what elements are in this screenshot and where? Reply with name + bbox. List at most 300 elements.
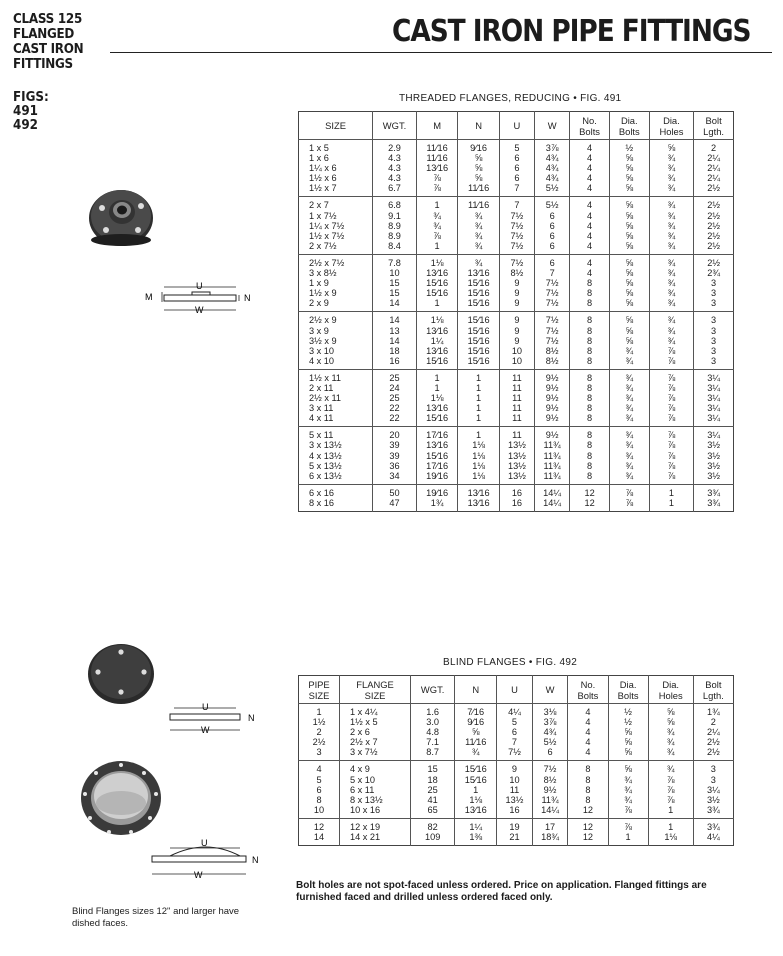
table-cell: ¾ — [416, 211, 457, 221]
table-cell: 2¼ — [694, 153, 734, 163]
table-cell: 15⁄16 — [455, 775, 497, 785]
table-cell: 11¾ — [535, 440, 570, 450]
table-cell: 9.1 — [373, 211, 417, 221]
table-cell: 13½ — [499, 471, 534, 485]
column-header-text: W — [547, 120, 557, 131]
row-group — [299, 254, 734, 311]
table-cell: 36 — [373, 461, 417, 471]
column-header-text: WGT. — [420, 684, 445, 695]
table-cell: 7½ — [532, 761, 568, 775]
table-cell: ½ — [608, 704, 648, 718]
table-cell: 1 — [648, 818, 693, 832]
table-row — [299, 451, 734, 461]
table-cell: ⅞ — [608, 818, 648, 832]
table-cell: 109 — [411, 832, 455, 846]
table-cell: 41 — [411, 795, 455, 805]
table-cell: 15⁄16 — [458, 346, 499, 356]
table-cell: 9½ — [535, 403, 570, 413]
table-cell: 3¼ — [694, 413, 734, 427]
column-header — [455, 676, 497, 704]
table-cell: 2 x 6 — [340, 727, 411, 737]
table492-caption: BLIND FLANGES • FIG. 492 — [443, 657, 578, 668]
table-cell: ½ — [609, 140, 649, 154]
table-cell: 2¼ — [694, 173, 734, 183]
table-cell: 11¾ — [532, 795, 568, 805]
table-cell: 19⁄16 — [416, 484, 457, 498]
table-cell: 2½ — [312, 737, 326, 748]
table-cell: 14¼ — [535, 484, 570, 498]
table-cell: 4.3 — [373, 163, 417, 173]
table-cell: 1 — [416, 241, 457, 255]
table-cell: 3⅞ — [535, 140, 570, 154]
table-cell: 3¾ — [693, 818, 733, 832]
column-header — [458, 112, 499, 140]
table-cell: 2½ — [693, 737, 733, 747]
table-cell: 9 — [499, 336, 534, 346]
dim-u-label-dished: U — [201, 838, 208, 848]
table-cell: 8 — [570, 312, 610, 326]
table-cell: 8 x 16 — [309, 497, 335, 508]
table-cell: 1 — [416, 383, 457, 393]
table-cell: 11⁄16 — [416, 140, 457, 154]
table-cell: ⅝ — [609, 268, 649, 278]
table-cell: 2½ — [694, 183, 734, 197]
column-header — [570, 112, 610, 140]
table-cell: ⅝ — [609, 173, 649, 183]
table-cell: 4 x 11 — [309, 413, 334, 424]
table-cell: 65 — [411, 805, 455, 819]
table-cell: 4 — [568, 737, 608, 747]
table-cell: 5 x 11 — [309, 430, 334, 441]
table-cell: 11 — [499, 393, 534, 403]
table-row — [299, 369, 734, 383]
column-header — [649, 112, 694, 140]
table-cell: 3½ — [693, 795, 733, 805]
table-row — [299, 326, 734, 336]
table-cell: 18 — [411, 775, 455, 785]
column-header — [299, 676, 340, 704]
table-cell: 1 — [458, 393, 499, 403]
table-cell: 4¼ — [693, 832, 733, 846]
table-cell: ⅝ — [609, 288, 649, 298]
table-cell: 8 — [570, 346, 610, 356]
table-cell: 3½ — [694, 440, 734, 450]
table-cell: 2½ x 9 — [309, 315, 337, 326]
table-cell: 8½ — [535, 346, 570, 356]
column-header-text: Bolts — [617, 689, 639, 701]
table-cell: 2 x 7½ — [309, 240, 337, 251]
column-header — [411, 676, 455, 704]
table-cell: 7½ — [497, 747, 533, 761]
table-cell: 1 — [458, 427, 499, 441]
table-cell: ¾ — [649, 268, 694, 278]
table-cell: ⅞ — [416, 173, 457, 183]
table-row — [299, 254, 734, 268]
row-group — [299, 369, 734, 426]
table-cell: 15⁄16 — [458, 278, 499, 288]
table-cell: ¾ — [458, 211, 499, 221]
table-cell: ⅞ — [416, 183, 457, 197]
table-cell: 15⁄16 — [416, 278, 457, 288]
table-cell: 3¼ — [694, 369, 734, 383]
table-cell: 12 — [570, 498, 610, 512]
table-cell: 16 — [499, 498, 534, 512]
column-header-text: Lgth. — [703, 125, 725, 137]
table-cell: 7½ — [535, 326, 570, 336]
table-cell: 7½ — [499, 241, 534, 255]
table-cell: 15 — [373, 288, 417, 298]
table-cell: 13⁄16 — [416, 326, 457, 336]
table-cell: ¾ — [455, 747, 497, 761]
table-cell: ⅝ — [609, 197, 649, 211]
table-cell: ¾ — [649, 254, 694, 268]
table-cell: 2½ — [694, 211, 734, 221]
table-row — [299, 231, 734, 241]
table-cell: 2.9 — [373, 140, 417, 154]
row-group — [299, 704, 734, 761]
column-header-text: U — [511, 684, 518, 695]
table-cell: 6 — [535, 241, 570, 255]
table-cell: 6 — [535, 254, 570, 268]
table-row — [299, 393, 734, 403]
table-cell: 16 — [373, 356, 417, 370]
table-row — [299, 140, 734, 154]
table-cell: 14¼ — [535, 498, 570, 512]
table-cell: 12 — [313, 821, 325, 832]
table-cell: 7½ — [499, 231, 534, 241]
table-cell: 50 — [373, 484, 417, 498]
table-cell: ⅞ — [649, 346, 694, 356]
table-cell: 9 — [499, 278, 534, 288]
table-cell: 47 — [373, 498, 417, 512]
table-row — [299, 440, 734, 450]
table-cell: 13⁄16 — [416, 346, 457, 356]
table-cell: ¾ — [609, 369, 649, 383]
table-cell: 8 — [316, 794, 322, 805]
table-cell: 2 — [694, 140, 734, 154]
table-cell: ⅞ — [649, 369, 694, 383]
table-cell: ⅞ — [648, 795, 693, 805]
table-cell: ¾ — [649, 312, 694, 326]
table-cell: 18 — [373, 346, 417, 356]
column-header — [340, 676, 411, 704]
table-cell: 3 — [694, 312, 734, 326]
table-cell: 14 — [313, 832, 325, 843]
table-cell: 7 — [499, 197, 534, 211]
table-cell: 39 — [373, 440, 417, 450]
table-cell: 8 — [570, 427, 610, 441]
dim-n-label-dished: N — [252, 855, 259, 865]
table-cell: 13⁄16 — [455, 805, 497, 819]
column-header — [497, 676, 533, 704]
table-cell: 1 — [316, 707, 322, 717]
table-cell: ¾ — [609, 471, 649, 485]
table-cell: 3 — [316, 747, 322, 758]
table-cell: ⅞ — [649, 461, 694, 471]
table-row — [299, 163, 734, 173]
table-cell: ¾ — [458, 221, 499, 231]
column-header-text: PIPE — [308, 678, 330, 690]
table-cell: 4¾ — [535, 153, 570, 163]
table-cell: ¾ — [648, 727, 693, 737]
table-cell: ¾ — [458, 254, 499, 268]
fig-number-491: 491 — [13, 104, 38, 119]
column-header-text: Bolts — [579, 125, 600, 137]
table-cell: 8 — [570, 413, 610, 427]
table-row — [299, 785, 734, 795]
table-cell: 5 — [316, 774, 322, 785]
table-cell: 8½ — [499, 268, 534, 278]
table-cell: 3 — [694, 336, 734, 346]
table-cell: 8 — [570, 278, 610, 288]
row-group — [299, 312, 734, 369]
table-cell: 5 — [497, 717, 533, 727]
table-cell: 8 — [568, 785, 608, 795]
table-cell: ¾ — [608, 795, 648, 805]
table-row — [299, 484, 734, 498]
table-cell: ⅞ — [416, 231, 457, 241]
table-cell: 9½ — [535, 413, 570, 427]
table-cell: ⅝ — [609, 326, 649, 336]
table-cell: 1¾ — [416, 498, 457, 512]
table-cell: ⅝ — [609, 312, 649, 326]
table-cell: 4 — [570, 183, 610, 197]
table-cell: 4 — [568, 704, 608, 718]
table-row — [299, 221, 734, 231]
table-cell: 7½ — [535, 312, 570, 326]
table-cell: 17⁄16 — [416, 461, 457, 471]
table-cell: 25 — [373, 369, 417, 383]
table-cell: 7½ — [499, 211, 534, 221]
table-cell: 1⅛ — [416, 393, 457, 403]
table-cell: 7½ — [535, 278, 570, 288]
column-header-text: Holes — [659, 125, 684, 137]
table-cell: 8 — [570, 356, 610, 370]
table-cell: 9½ — [535, 383, 570, 393]
column-header — [535, 112, 570, 140]
blind-flange-dimension-sketch — [150, 700, 266, 742]
table-cell: 7 — [499, 183, 534, 197]
table-cell: ⅝ — [609, 231, 649, 241]
table-cell: 1½ x 6 — [309, 173, 337, 184]
table-cell: ⅝ — [455, 727, 497, 737]
table-cell: 16 — [497, 805, 533, 819]
table-cell: 4 — [570, 173, 610, 183]
table-cell: 82 — [411, 818, 455, 832]
table-cell: 11¾ — [535, 471, 570, 485]
table-cell: 2 x 11 — [309, 382, 334, 393]
column-header-text: SIZE — [325, 120, 346, 131]
table-cell: 2½ — [694, 197, 734, 211]
table-row — [299, 717, 734, 727]
table-cell: 8 — [568, 795, 608, 805]
dim-w-label-dished: W — [194, 870, 203, 880]
column-header-text: Dia. — [620, 114, 638, 126]
table-cell: 1⅛ — [416, 254, 457, 268]
table-cell: 4 — [570, 231, 610, 241]
table-cell: ⅝ — [608, 761, 648, 775]
table-cell: 8 — [570, 471, 610, 485]
series-line-2: FLANGED — [13, 27, 75, 42]
table-row — [299, 498, 734, 512]
table-cell: 22 — [373, 403, 417, 413]
table-row — [299, 795, 734, 805]
column-header-text: Dia. — [663, 114, 680, 126]
table-cell: 4 — [570, 211, 610, 221]
table-threaded-flanges-reducing — [298, 111, 734, 512]
table-cell: 17 — [532, 818, 568, 832]
column-header-text: SIZE — [364, 689, 386, 701]
row-group — [299, 427, 734, 484]
table-cell: 1 x 4¼ — [340, 704, 411, 718]
table-cell: ⅝ — [609, 163, 649, 173]
table-cell: 4 — [568, 727, 608, 737]
table-cell: 13½ — [499, 461, 534, 471]
table-cell: 13⁄16 — [458, 484, 499, 498]
table-cell: 15⁄16 — [458, 288, 499, 298]
table-cell: 3¼ — [694, 383, 734, 393]
table-cell: 3½ — [694, 471, 734, 485]
table-cell: 1¼ x 7½ — [309, 220, 345, 231]
table-cell: ¾ — [649, 173, 694, 183]
table-cell: 4 — [568, 717, 608, 727]
table-cell: 21 — [497, 832, 533, 846]
table-cell: 8 — [570, 288, 610, 298]
column-header — [532, 676, 568, 704]
table-cell: ⅝ — [648, 704, 693, 718]
table-cell: 14 — [373, 312, 417, 326]
table-cell: 15⁄16 — [455, 761, 497, 775]
table-cell: ⅞ — [649, 403, 694, 413]
table-cell: ⅝ — [609, 298, 649, 312]
table-cell: 24 — [373, 383, 417, 393]
table-cell: 1⅜ — [455, 832, 497, 846]
table-cell: 1⅛ — [648, 832, 693, 846]
table-cell: 6 — [535, 231, 570, 241]
table-row — [299, 832, 734, 846]
table-cell: 4 — [570, 163, 610, 173]
table-cell: 11⁄16 — [458, 183, 499, 197]
table-cell: 17⁄16 — [416, 427, 457, 441]
table-row — [299, 356, 734, 370]
table-cell: ¾ — [649, 153, 694, 163]
table-cell: ⅝ — [609, 153, 649, 163]
table-cell: 11¾ — [535, 451, 570, 461]
table-cell: 2½ x 7 — [340, 737, 411, 747]
figs-label: FIGS: — [13, 90, 49, 105]
table-row — [299, 704, 734, 718]
table-row — [299, 268, 734, 278]
dim-n-label: N — [244, 293, 251, 303]
table-cell: 6 — [535, 221, 570, 231]
table-cell: ⅞ — [649, 451, 694, 461]
table-cell: 14 x 21 — [340, 832, 411, 846]
table-row — [299, 471, 734, 485]
table-cell: 1 — [458, 403, 499, 413]
table-cell: 25 — [373, 393, 417, 403]
table-cell: 11 — [499, 413, 534, 427]
table-cell: 15⁄16 — [458, 336, 499, 346]
table-cell: ¾ — [416, 221, 457, 231]
column-header — [568, 676, 608, 704]
table-cell: 10 — [499, 356, 534, 370]
dim-w-label: W — [195, 305, 204, 315]
table-cell: 19 — [497, 818, 533, 832]
table-cell: 3 x 10 — [309, 345, 335, 356]
table-row — [299, 761, 734, 775]
table-cell: 4 x 10 — [309, 355, 335, 366]
table-cell: 4.3 — [373, 173, 417, 183]
table-row — [299, 153, 734, 163]
table-cell: 8 — [568, 761, 608, 775]
row-group — [299, 818, 734, 845]
reducing-flange-image — [86, 186, 156, 254]
table-cell: 14 — [373, 336, 417, 346]
table-cell: 1 — [649, 484, 694, 498]
table-cell: 12 x 19 — [340, 818, 411, 832]
table-cell: ¾ — [649, 183, 694, 197]
table-cell: 1½ x 9 — [309, 288, 337, 299]
table-cell: 2½ x 7½ — [309, 257, 345, 268]
table-cell: 2 — [693, 717, 733, 727]
table-row — [299, 183, 734, 197]
table-cell: 4.3 — [373, 153, 417, 163]
row-group — [299, 484, 734, 511]
table-cell: 3 — [694, 326, 734, 336]
table-cell: 8 — [570, 369, 610, 383]
column-header-text: No. — [580, 678, 596, 690]
table-cell: ¾ — [609, 427, 649, 441]
dim-n-label-blind: N — [248, 713, 255, 723]
table-cell: 11⁄16 — [458, 197, 499, 211]
table-cell: 5 — [499, 140, 534, 154]
table-cell: 6.7 — [373, 183, 417, 197]
table-cell: 8 — [570, 326, 610, 336]
table-cell: 7⁄16 — [455, 704, 497, 718]
table-cell: 15⁄16 — [458, 312, 499, 326]
table-cell: 12 — [570, 484, 610, 498]
column-header — [694, 112, 734, 140]
table-cell: 15 — [411, 761, 455, 775]
table-cell: 2½ — [694, 231, 734, 241]
table-cell: 13½ — [499, 451, 534, 461]
table-cell: 4¾ — [535, 163, 570, 173]
table-row — [299, 737, 734, 747]
table-cell: 6 — [499, 163, 534, 173]
table-cell: 13½ — [497, 795, 533, 805]
blind-flange-note: Blind Flanges sizes 12" and larger have dished faces. — [72, 906, 240, 929]
table-cell: 4.8 — [411, 727, 455, 737]
table-cell: 8.9 — [373, 231, 417, 241]
table-cell: 15⁄16 — [416, 356, 457, 370]
table-cell: 13⁄16 — [416, 403, 457, 413]
table-cell: ⅝ — [458, 153, 499, 163]
table-cell: 7½ — [499, 221, 534, 231]
table-cell: 1 — [416, 298, 457, 312]
series-line-1: CLASS 125 — [13, 12, 82, 27]
table491-caption: THREADED FLANGES, REDUCING • FIG. 491 — [399, 93, 622, 104]
table-cell: 15 — [373, 278, 417, 288]
table-row — [299, 383, 734, 393]
table-cell: 1 — [416, 369, 457, 383]
table-cell: ⅝ — [609, 278, 649, 288]
table-cell: 1⅛ — [455, 795, 497, 805]
table-cell: 12 — [568, 832, 608, 846]
table-cell: ¾ — [649, 211, 694, 221]
table-row — [299, 173, 734, 183]
table-cell: 8½ — [532, 775, 568, 785]
column-header — [648, 676, 693, 704]
